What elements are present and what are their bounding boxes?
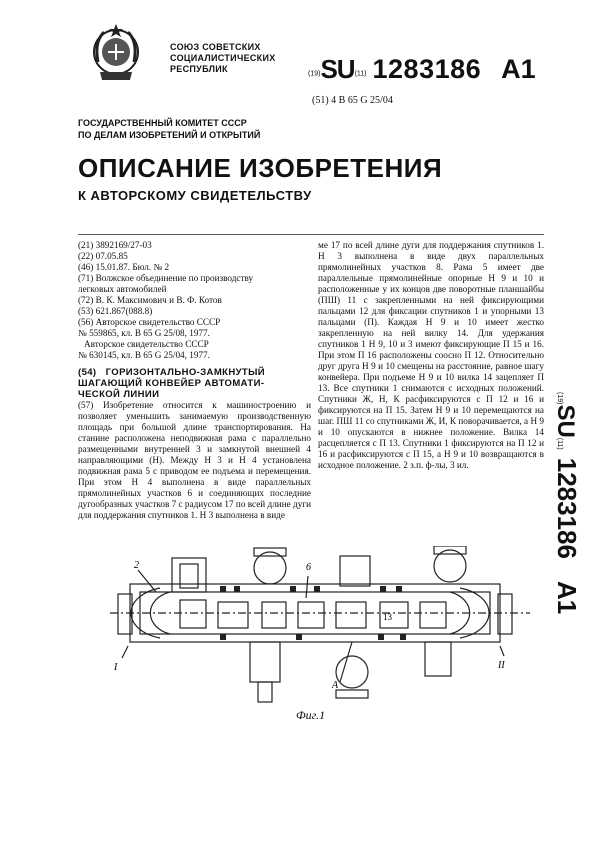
left-column [78, 240, 311, 521]
divider [78, 234, 544, 235]
committee-name: ГОСУДАРСТВЕННЫЙ КОМИТЕТ СССР ПО ДЕЛАМ ИЗОБРЕТЕНИЙ И ОТКРЫТИЙ [78, 118, 261, 140]
biblio-line: (56) Авторское свидетельство СССР [78, 317, 221, 327]
ussr-emblem-icon [90, 22, 142, 86]
drawing-label-6: 6 [306, 562, 311, 573]
biblio-line: легковых автомобилей [78, 284, 167, 294]
patent-title: (54) ГОРИЗОНТАЛЬНО-ЗАМКНУТЫЙ ШАГАЮЩИЙ КОНВЕЙЕР АВТОМАТИ- ЧЕСКОЙ ЛИНИИ [78, 367, 266, 400]
right-column [318, 240, 544, 471]
figure-caption: Фиг.1 [296, 708, 326, 722]
abstract-text-left: (57) Изобретение относится к машиностроению и позволяет уменьшить занимаемую производственную площадь при большой длине транспортирования. На станине расположена неподвижная рама с параллельно размещенными внутренней 3 и замкнутой внешней 4 направляющими (Н). Между Н 3 и Н 4 установлена подвижная рама 5 с приводом ее подъема и перемещения. При этом Н 4 выполнена в виде параллельных прямолинейных участков 6 и соединяющих последние дугообразных участков 7 с радиусом 17 по всей длине дуги для поддержания спутников 1. Н 3 выполнена в виде [78, 400, 311, 520]
biblio-line: (21) 3892169/27-03 [78, 240, 152, 250]
biblio-line: № 559865, кл. B 65 G 25/08, 1977. [78, 328, 210, 338]
drawing-label-A: A [332, 680, 339, 691]
biblio-line: (71) Волжское объединение по производству [78, 273, 254, 283]
drawing-label-II: II [498, 660, 505, 671]
biblio-line: (72) В. К. Максимович и В. Ф. Котов [78, 295, 222, 305]
drawing-label-13: 13 [383, 612, 392, 622]
drawing-label-I: I [114, 662, 118, 673]
bibliographic-data [78, 240, 311, 361]
biblio-line: (22) 07.05.85 [78, 251, 128, 261]
document-subtitle: К АВТОРСКОМУ СВИДЕТЕЛЬСТВУ [78, 188, 312, 203]
biblio-line: (53) 621.867(088.8) [78, 306, 153, 316]
biblio-line: (46) 15.01.87. Бюл. № 2 [78, 262, 170, 272]
biblio-line: Авторское свидетельство СССР [84, 339, 209, 349]
abstract-text-right: ме 17 по всей длине дуги для поддержания спутников 1. Н 3 выполнена в виде двух параллельных прямолинейных участков 8. Рама 5 имеет две параллельные прямолинейные опорные Н 9 и 10 и расположенные у их концов две поворотные планшайбы (ПШ) 11 с закрепленными на ней фиксирующими пальцами 12 для фиксации спутников 1 и упорными 13 пальцами (П). Каждая Н 9 и 10 имеет жестко закрепленную на ней вилку 14. Для удержания спутников 1 Н 9, 10 и 3 имеют фиксирующие П 15 и 16. При этом П 16 расположены соосно П 12. Относительно друг друга Н 9 и 10 смещены на расстояние, равное шагу конвейера. При подъеме Н 9 и 10 вилка 14 зацепляет П 13. Все спутники 1 снимаются с исходных положений. Спутники Ж, Н, К расфиксируются с П 12 и 16 и фиксируются на П 15. Затем Н 9 и 10 перемещаются на шаг. ПШ 11 со спутниками Ж, И, К поворачивается, а Н 9 и 10 опускаются в нижнее положение. Вилка 14 расцепляется с П 13. Спутники 1 фиксируются на П 12 и 16 и расфиксируются с П 15, а Н 9 и 10 возвращаются в исходное положение. 2 з.п. ф-лы, 3 ил. [318, 240, 544, 470]
issuing-state: СОЮЗ СОВЕТСКИХ СОЦИАЛИСТИЧЕСКИХ РЕСПУБЛИК [170, 42, 276, 74]
ipc-classification: (51) 4 B 65 G 25/04 [312, 95, 393, 106]
document-title: ОПИСАНИЕ ИЗОБРЕТЕНИЯ [78, 153, 443, 183]
publication-number: (19)SU(11) 1283186 A1 [308, 54, 536, 84]
side-publication-number: (19)SU(11)1283186A1 [552, 392, 582, 615]
drawing-label-2: 2 [134, 560, 139, 571]
biblio-line: № 630145, кл. B 65 G 25/04, 1977. [78, 350, 210, 360]
